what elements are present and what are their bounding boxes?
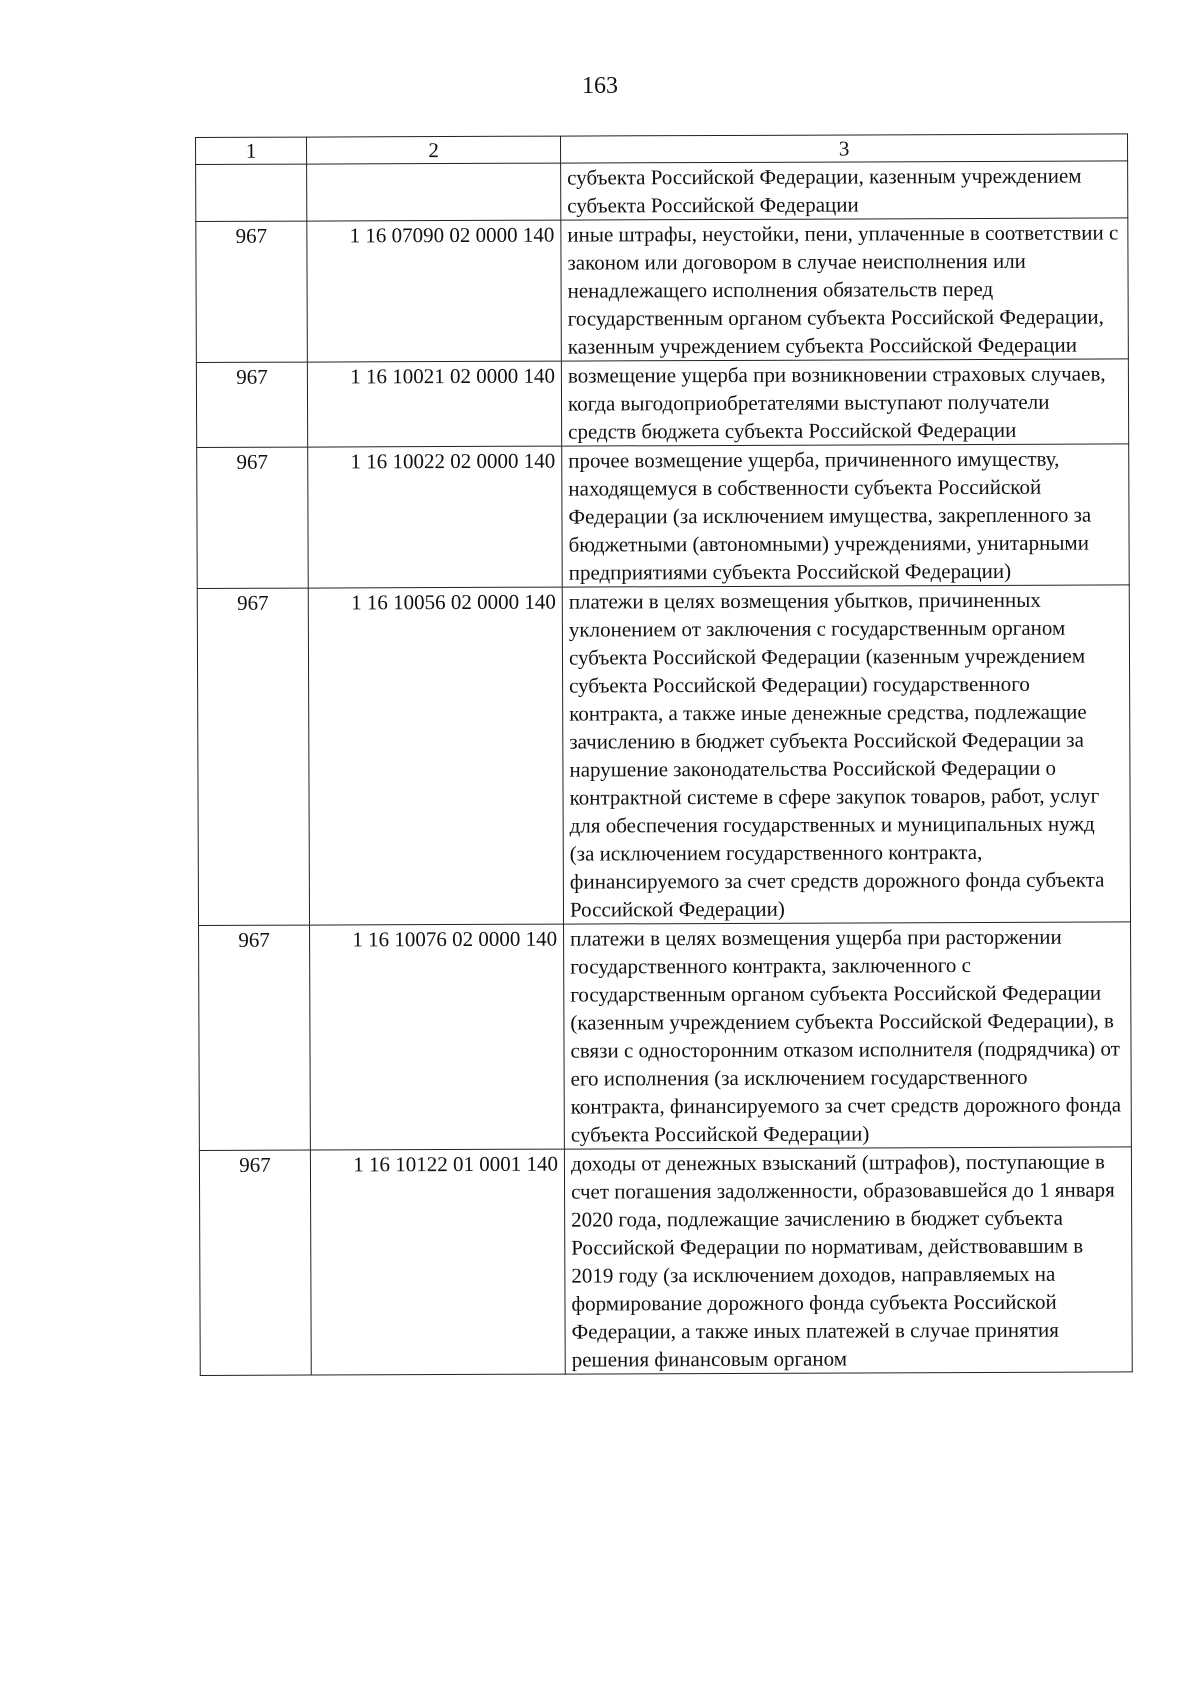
table-row <box>196 218 1129 363</box>
admin-code-cell: 967 <box>196 362 307 447</box>
description-cell: доходы от денежных взысканий (штрафов), поступающие в счет погашения задолженности, образовавшейся до 1 января 2020 года, подлежащие зачислению в бюджет субъекта Российской Федерации по нормативам, действовавшим в 2019 году (за исключением доходов, направляемых на формирование дорожного фонда субъекта Российской Федерации, а также иных платежей в случае принятия решения финансовым органом <box>564 1147 1132 1374</box>
description-cell: платежи в целях возмещения убытков, причиненных уклонением от заключения с государственным органом субъекта Российской Федерации (казенным учреждением субъекта Российской Федерации) государственного контракта, а также иные денежные средства, подлежащие зачислению в бюджет субъекта Российской Федерации за нарушение законодательства Российской Федерации о контрактной системе в сфере закупок товаров, работ, услуг для обеспечения государственных и муниципальных нужд (за исключением государственного контракта, финансируемого за счет средств дорожного фонда субъекта Российской Федерации) <box>562 585 1130 924</box>
description-cell: возмещение ущерба при возникновении страховых случаев, когда выгодоприобретателями выступают получатели средств бюджета субъекта Российской Федерации <box>561 359 1128 446</box>
admin-code-cell: 967 <box>196 221 308 362</box>
page-number: 163 <box>582 73 618 99</box>
budget-code-cell: 1 16 10021 02 0000 140 <box>307 361 561 447</box>
admin-code-cell: 967 <box>197 588 309 925</box>
description-cell: иные штрафы, неустойки, пени, уплаченные в соответствии с законом или договором в случае неисполнения или ненадлежащего исполнения обязательств перед государственным органом субъекта Российской Федерации, казенным учреждением субъекта Российской Федерации <box>561 218 1129 361</box>
budget-code-cell <box>307 163 561 221</box>
description-cell: субъекта Российской Федерации, казенным учреждением субъекта Российской Федерации <box>561 161 1128 220</box>
table-row <box>199 1147 1132 1376</box>
admin-code-cell <box>196 164 307 221</box>
revenue-codes-table <box>195 133 1133 1376</box>
budget-code-cell: 1 16 10022 02 0000 140 <box>308 446 563 588</box>
header-col-2: 2 <box>307 136 561 164</box>
admin-code-cell: 967 <box>199 1150 311 1375</box>
budget-code-cell: 1 16 07090 02 0000 140 <box>307 220 562 362</box>
budget-code-cell: 1 16 10056 02 0000 140 <box>308 587 563 925</box>
description-cell: платежи в целях возмещения ущерба при расторжении государственного контракта, заключенного с государственным органом субъекта Российской Федерации (казенным учреждением субъекта Российской Федерации), в связи с односторонним отказом исполнителя (подрядчика) от его исполнения (за исключением государственного контракта, финансируемого за счет средств дорожного фонда субъекта Российской Федерации) <box>564 922 1132 1149</box>
admin-code-cell: 967 <box>197 447 309 588</box>
table-row <box>199 922 1132 1151</box>
budget-code-cell: 1 16 10076 02 0000 140 <box>310 924 565 1150</box>
admin-code-cell: 967 <box>199 925 311 1150</box>
table-row <box>196 359 1128 448</box>
table-row <box>197 444 1130 589</box>
revenue-codes-table-wrapper <box>195 133 1132 1376</box>
budget-code-cell: 1 16 10122 01 0001 140 <box>310 1149 565 1375</box>
table-row <box>197 585 1130 926</box>
table-row <box>196 161 1128 222</box>
header-col-3: 3 <box>560 134 1127 163</box>
header-col-1: 1 <box>196 137 307 164</box>
description-cell: прочее возмещение ущерба, причиненного имуществу, находящемуся в собственности субъекта Российской Федерации (за исключением имущества, закрепленного за бюджетными (автономными) учреждениями, унитарными предприятиями субъекта Российской Федерации) <box>562 444 1130 587</box>
table-header-row <box>196 134 1128 165</box>
